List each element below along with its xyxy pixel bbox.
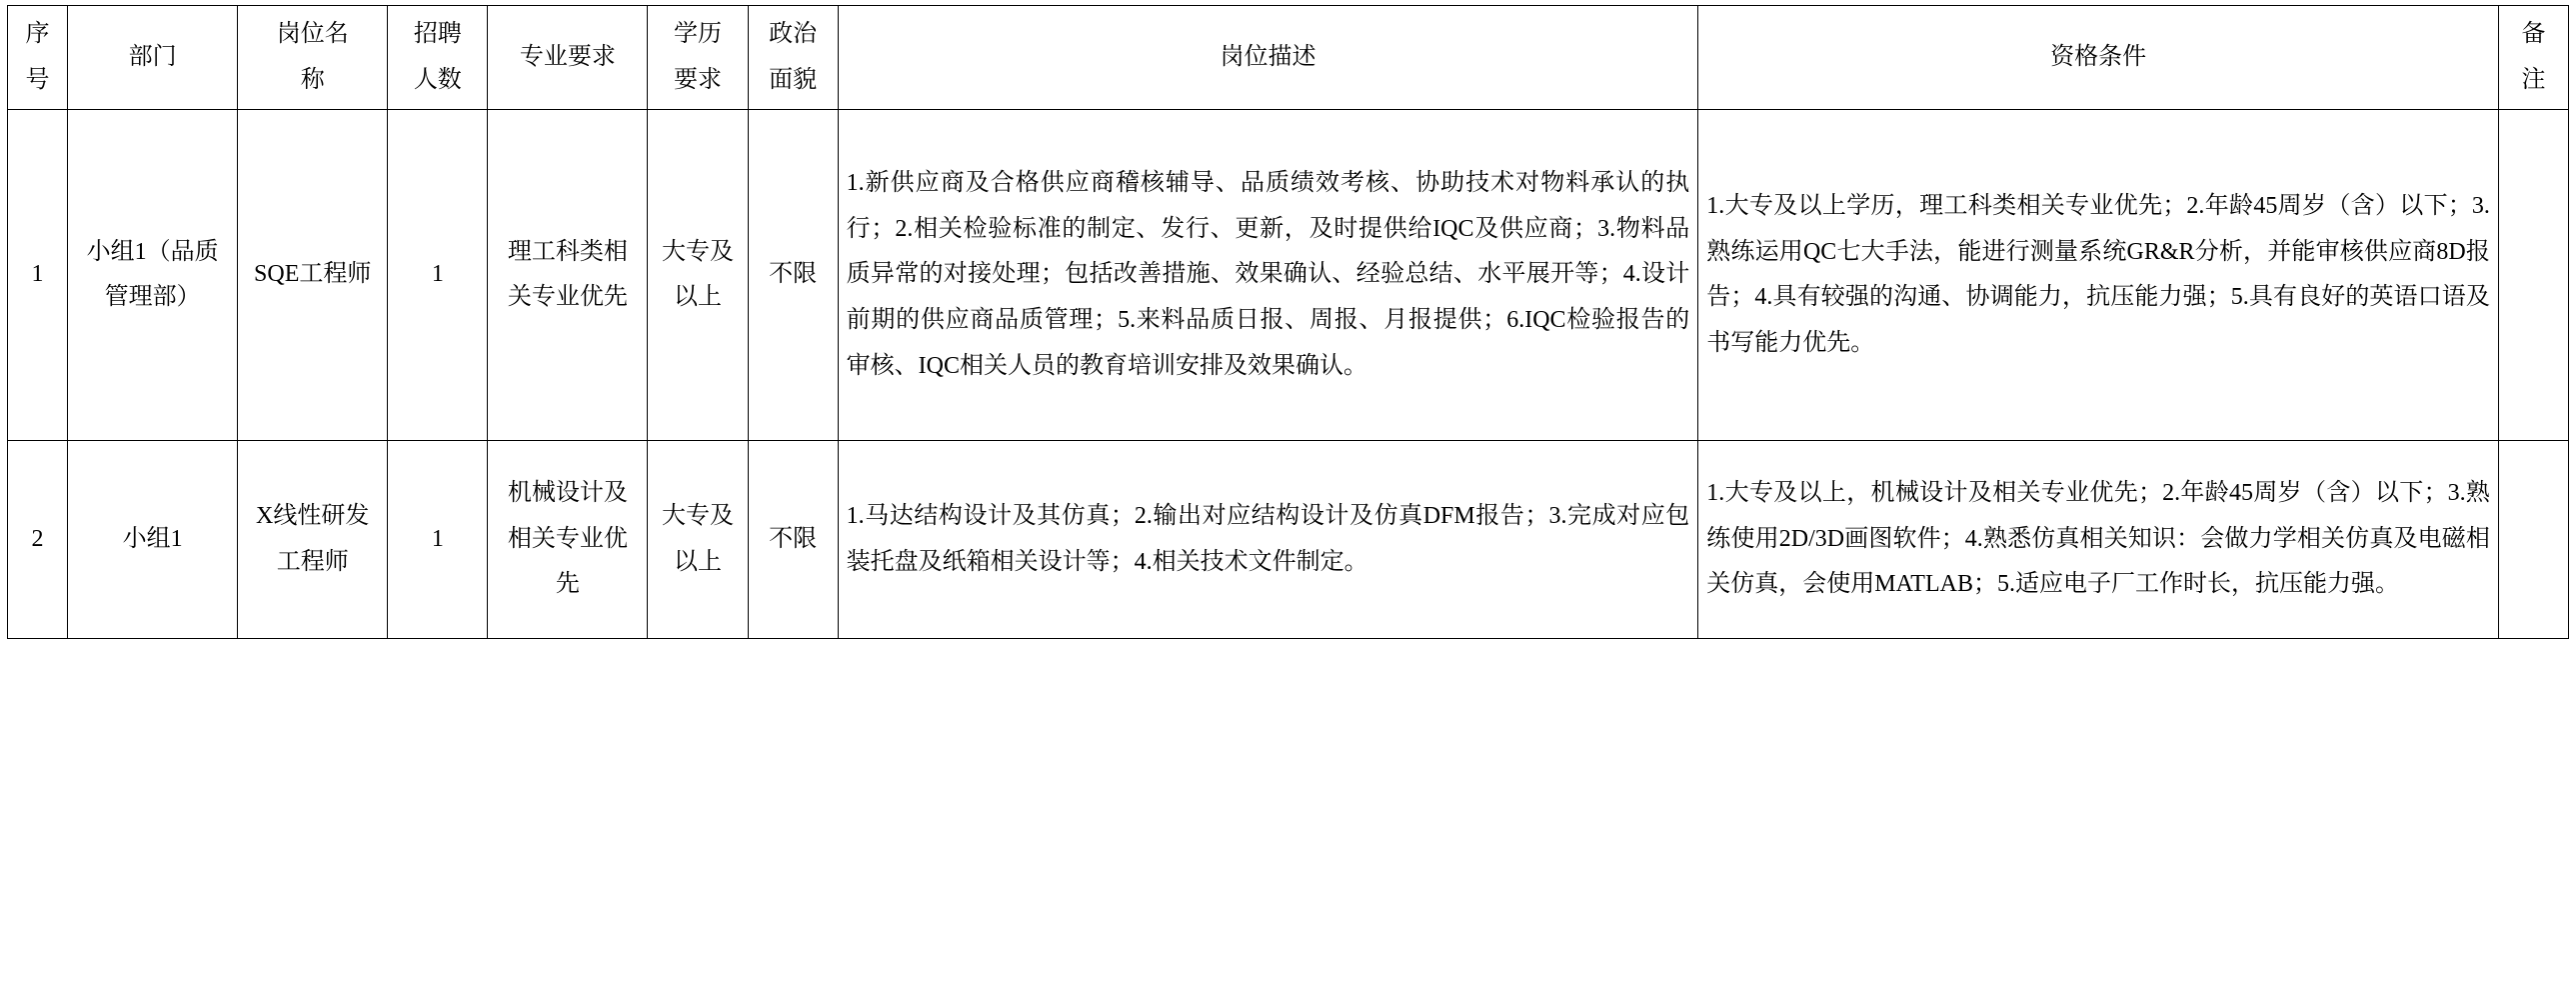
column-header-major bbox=[488, 6, 648, 110]
cell-post: X线性研发工程师 bbox=[238, 441, 388, 639]
table-header bbox=[8, 6, 2569, 110]
cell-pol: 不限 bbox=[748, 110, 838, 441]
cell-edu: 大专及以上 bbox=[648, 441, 748, 639]
column-header-seq-line2: 号 bbox=[25, 66, 50, 93]
cell-pol: 不限 bbox=[748, 441, 838, 639]
column-header-edu-line1: 学历 bbox=[674, 21, 723, 47]
cell-post: SQE工程师 bbox=[238, 110, 388, 441]
column-header-post-line1: 岗位名 bbox=[276, 21, 349, 47]
table-header-row bbox=[8, 6, 2569, 110]
table-body bbox=[8, 110, 2569, 639]
column-header-post-line2: 称 bbox=[300, 66, 325, 93]
cell-dept: 小组1 bbox=[68, 441, 238, 639]
column-header-edu-line2: 要求 bbox=[674, 66, 723, 93]
column-header-seq-line1: 序 bbox=[25, 21, 50, 47]
cell-qualification: 1.大专及以上学历，理工科类相关专业优先；2.年龄45周岁（含）以下；3.熟练运用QC七大手法，能进行测量系统GR&R分析，并能审核供应商8D报告；4.具有较强的沟通、协调能力，抗压能力强；5.具有良好的英语口语及书写能力优先。 bbox=[1698, 110, 2499, 441]
column-header-post bbox=[238, 6, 388, 110]
column-header-pol-line2: 面貌 bbox=[769, 66, 818, 93]
column-header-dept-line1: 部门 bbox=[128, 43, 177, 70]
cell-seq: 2 bbox=[8, 441, 68, 639]
column-header-num bbox=[388, 6, 488, 110]
cell-description: 1.马达结构设计及其仿真；2.输出对应结构设计及仿真DFM报告；3.完成对应包装托盘及纸箱相关设计等；4.相关技术文件制定。 bbox=[838, 441, 1698, 639]
cell-qualification: 1.大专及以上，机械设计及相关专业优先；2.年龄45周岁（含）以下；3.熟练使用2D/3D画图软件；4.熟悉仿真相关知识：会做力学相关仿真及电磁相关仿真，会使用MATLAB；5.适应电子厂工作时长，抗压能力强。 bbox=[1698, 441, 2499, 639]
column-header-desc-line1: 岗位描述 bbox=[1220, 43, 1316, 70]
table-row bbox=[8, 441, 2569, 639]
cell-remark bbox=[2498, 110, 2568, 441]
column-header-remark-line1: 备 bbox=[2521, 21, 2546, 47]
cell-num: 1 bbox=[388, 441, 488, 639]
cell-remark bbox=[2498, 441, 2568, 639]
column-header-pol-line1: 政治 bbox=[769, 21, 818, 47]
column-header-pol bbox=[748, 6, 838, 110]
column-header-remark-line2: 注 bbox=[2521, 66, 2546, 93]
document-sheet bbox=[0, 5, 2576, 992]
column-header-remark bbox=[2498, 6, 2568, 110]
column-header-num-line1: 招聘 bbox=[413, 21, 462, 47]
recruitment-table bbox=[7, 5, 2569, 639]
cell-num: 1 bbox=[388, 110, 488, 441]
cell-major: 机械设计及相关专业优先 bbox=[488, 441, 648, 639]
column-header-seq bbox=[8, 6, 68, 110]
column-header-dept bbox=[68, 6, 238, 110]
cell-edu: 大专及以上 bbox=[648, 110, 748, 441]
table-row bbox=[8, 110, 2569, 441]
column-header-qual bbox=[1698, 6, 2499, 110]
column-header-major-line1: 专业要求 bbox=[519, 43, 616, 70]
cell-major: 理工科类相关专业优先 bbox=[488, 110, 648, 441]
column-header-qual-line1: 资格条件 bbox=[2050, 43, 2147, 70]
cell-seq: 1 bbox=[8, 110, 68, 441]
cell-description: 1.新供应商及合格供应商稽核辅导、品质绩效考核、协助技术对物料承认的执行；2.相关检验标准的制定、发行、更新，及时提供给IQC及供应商；3.物料品质异常的对接处理；包括改善措施、效果确认、经验总结、水平展开等；4.设计前期的供应商品质管理；5.来料品质日报、周报、月报提供；6.IQC检验报告的审核、IQC相关人员的教育培训安排及效果确认。 bbox=[838, 110, 1698, 441]
cell-dept: 小组1（品质管理部） bbox=[68, 110, 238, 441]
column-header-num-line2: 人数 bbox=[413, 66, 462, 93]
column-header-edu bbox=[648, 6, 748, 110]
column-header-desc bbox=[838, 6, 1698, 110]
